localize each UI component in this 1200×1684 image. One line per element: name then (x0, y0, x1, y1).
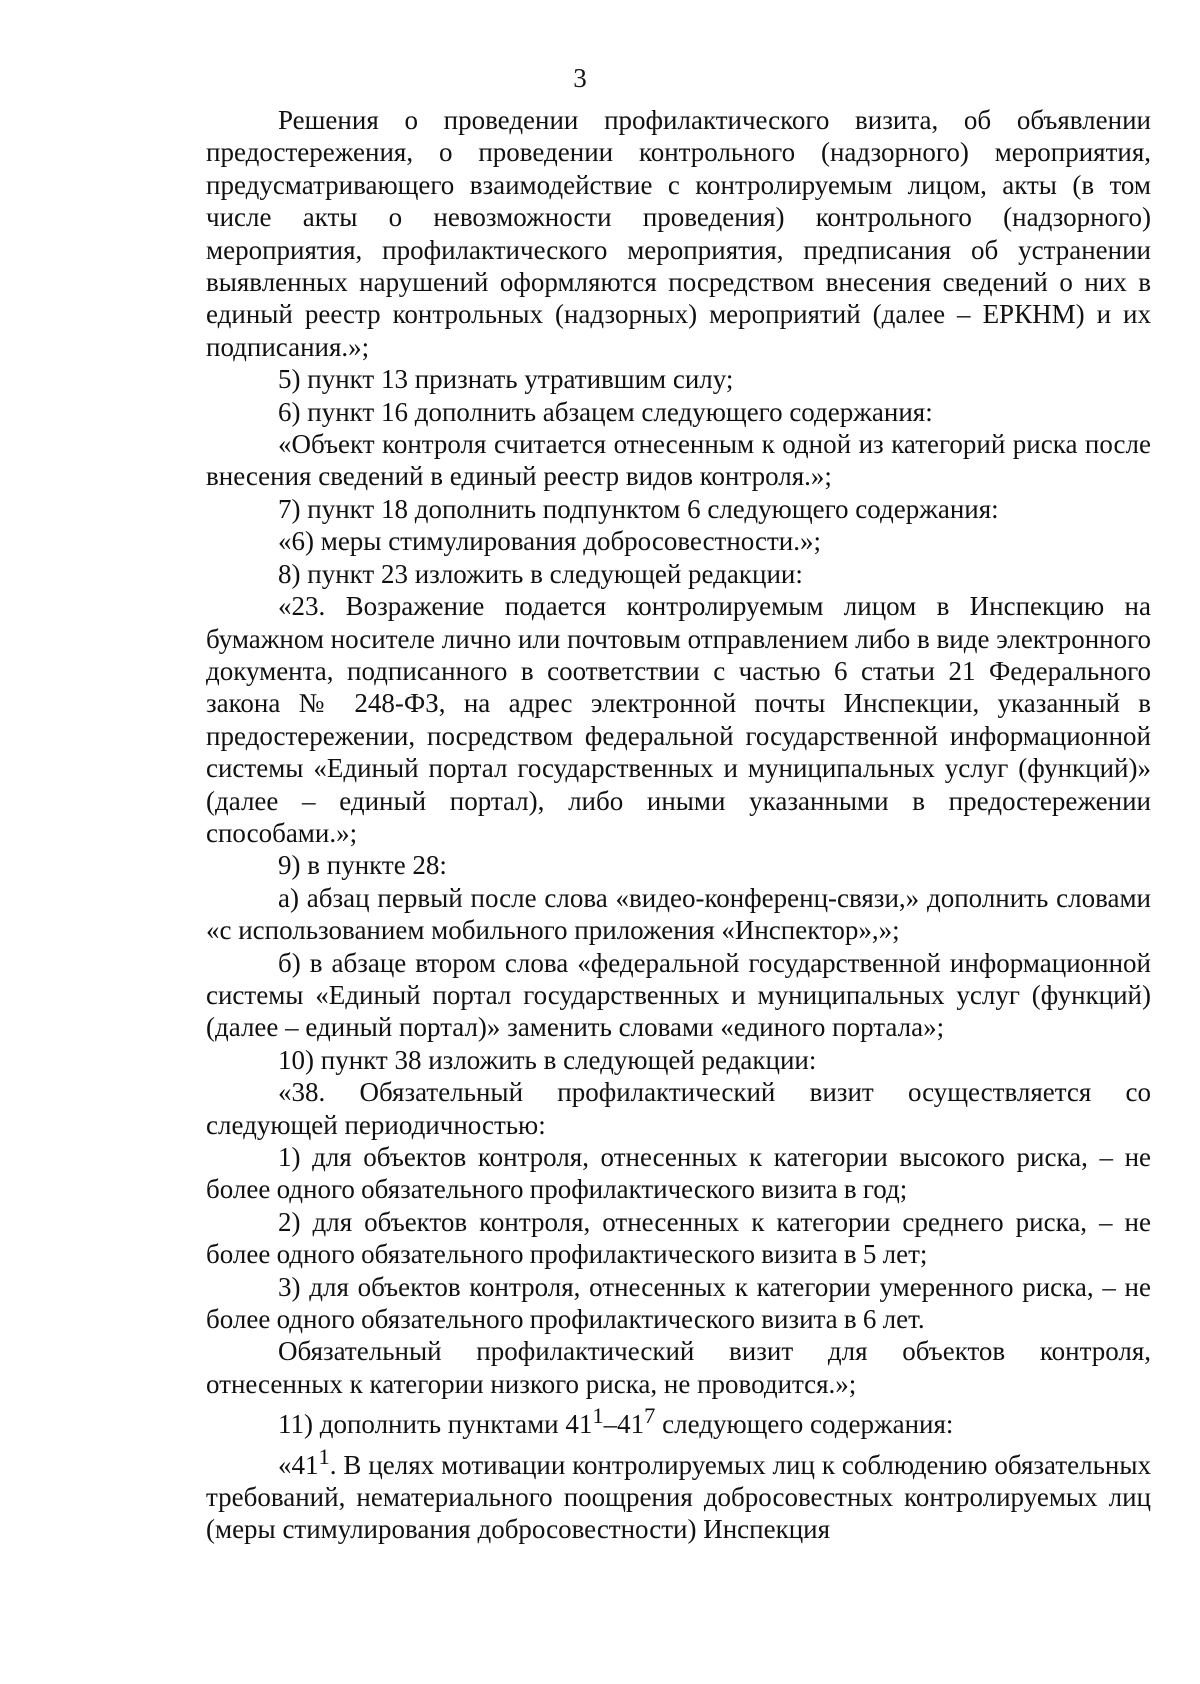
paragraph-decisions: Решения о проведении профилактического визита, об объявлении предостережения, о проведении контрольного (надзорного) мероприятия, предусматривающего взаимодействие с контролируемым лицом, акты (в том числе акты о невозможности проведения) контрольного (надзорного) мероприятия, профилактического мероприятия, предписания об устранении выявленных нарушений оформляются посредством внесения сведений о них в единый реестр контрольных (надзорных) мероприятий (далее – ЕРКНМ) и их подписания.»; (206, 105, 1151, 362)
paragraph-38-item-2: 2) для объектов контроля, отнесенных к категории среднего риска, – не более одного обязательного профилактического визита в 5 лет; (206, 1206, 1151, 1270)
page-number: 3 (573, 63, 587, 93)
item-11-superscript-a: 1 (592, 1403, 604, 1429)
item-11-text-dash: –41 (603, 1409, 645, 1440)
paragraph-quote-incentives: «6) меры стимулирования добросовестности.»; (278, 526, 821, 557)
item-11-text-end: следующего содержания: (655, 1409, 954, 1440)
paragraph-item-9: 9) в пункте 28: (278, 850, 447, 881)
paragraph-item-9b: б) в абзаце втором слова «федеральной государственной информационной системы «Единый портал государственных и муниципальных услуг (функций) (далее – единый портал)» заменить словами «единого портала»; (206, 947, 1151, 1043)
item-11-superscript-b: 7 (644, 1403, 656, 1429)
paragraph-quote-risk: «Объект контроля считается отнесенным к одной из категорий риска после внесения сведений в единый реестр видов контроля.»; (206, 429, 1151, 492)
paragraph-38-item-1: 1) для объектов контроля, отнесенных к категории высокого риска, – не более одного обязательного профилактического визита в год; (206, 1142, 1151, 1205)
paragraph-item-11 (206, 1400, 1151, 1440)
paragraph-low-risk: Обязательный профилактический визит для объектов контроля, отнесенных к категории низкого риска, не проводится.»; (206, 1336, 1151, 1399)
paragraph-item-5: 5) пункт 13 признать утратившим силу; (278, 364, 734, 395)
paragraph-quote-38: «38. Обязательный профилактический визит осуществляется со следующей периодичностью: (206, 1077, 1151, 1140)
paragraph-item-6: 6) пункт 16 дополнить абзацем следующего содержания: (278, 396, 933, 427)
paragraph-quote-41-1 (206, 1441, 1151, 1546)
item-41-text-start: «41 (278, 1449, 319, 1480)
document-body (206, 104, 1151, 1546)
paragraph-item-9a: а) абзац первый после слова «видео-конференц-связи,» дополнить словами «с использованием мобильного приложения «Инспектор»,»; (206, 882, 1151, 946)
paragraph-38-item-3: 3) для объектов контроля, отнесенных к категории умеренного риска, – не более одного обязательного профилактического визита в 6 лет. (206, 1271, 1151, 1335)
item-41-text-end: . В целях мотивации контролируемых лиц к соблюдению обязательных требований, нематериального поощрения добросовестных контролируемых лиц (меры стимулирования добросовестности) Инспекция (206, 1449, 1151, 1545)
paragraph-item-8: 8) пункт 23 изложить в следующей редакции: (278, 558, 803, 589)
item-11-text-start: 11) дополнить пунктами 41 (278, 1409, 593, 1440)
paragraph-item-7: 7) пункт 18 дополнить подпунктом 6 следующего содержания: (278, 493, 999, 524)
paragraph-quote-23: «23. Возражение подается контролируемым лицом в Инспекцию на бумажном носителе лично или почтовым отправлением либо в виде электронного документа, подписанного в соответствии с частью 6 статьи 21 Федерального закона № 248-ФЗ, на адрес электронной почты Инспекции, указанный в предостережении, посредством федеральной государственной информационной системы «Единый портал государственных и муниципальных услуг (функций)» (далее – единый портал), либо иными указанными в предостережении способами.»; (206, 591, 1151, 848)
item-41-superscript: 1 (318, 1443, 330, 1469)
paragraph-item-10: 10) пункт 38 изложить в следующей редакции: (278, 1044, 817, 1075)
